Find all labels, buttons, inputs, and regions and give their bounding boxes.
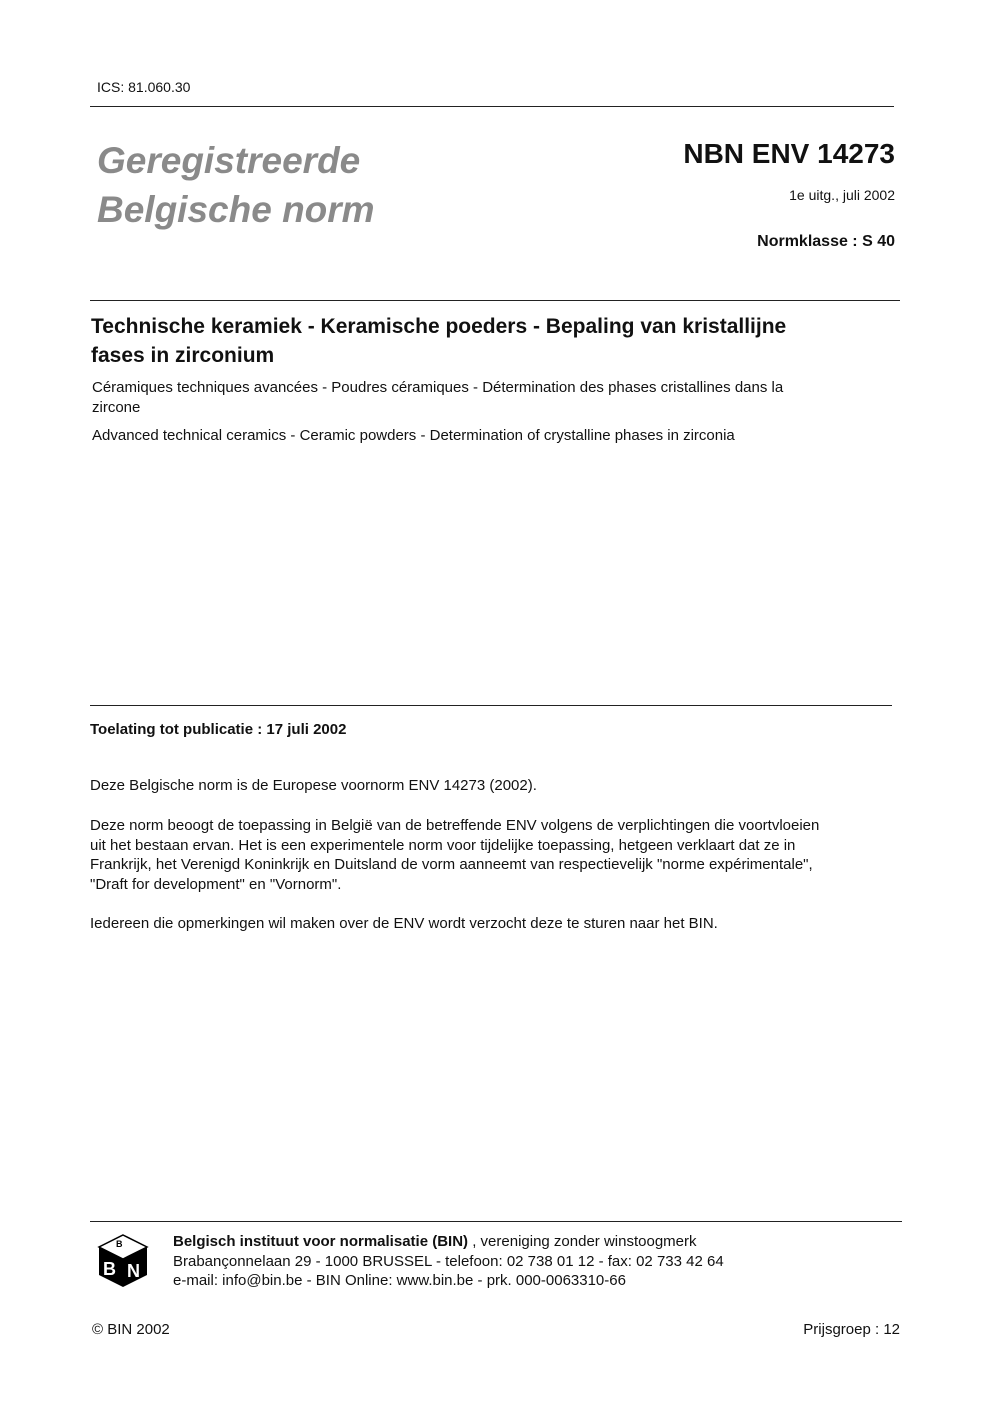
paragraph-purpose-line: "Draft for development" en "Vornorm". <box>90 875 342 893</box>
title-dutch <box>91 312 891 370</box>
title-english: Advanced technical ceramics - Ceramic powders - Determination of crystalline phases in zirconia <box>92 427 735 444</box>
norm-class: Normklasse : S 40 <box>757 233 895 250</box>
institute-contact: e-mail: info@bin.be - BIN Online: www.bin.be - prk. 000-0063310-66 <box>173 1272 626 1289</box>
top-divider <box>90 106 894 107</box>
document-type-title-line2: Belgische norm <box>97 189 375 230</box>
publication-approval: Toelating tot publicatie : 17 juli 2002 <box>90 721 347 738</box>
document-type-title <box>97 136 375 234</box>
title-french-line1: Céramiques techniques avancées - Poudres céramiques - Détermination des phases cristallines dans la <box>92 379 784 396</box>
institute-name: Belgisch instituut voor normalisatie (BIN) <box>173 1233 469 1250</box>
paragraph-purpose <box>90 816 902 894</box>
svg-text:B: B <box>116 1239 123 1249</box>
body-divider <box>90 705 892 706</box>
copyright: © BIN 2002 <box>92 1321 170 1338</box>
svg-text:B: B <box>103 1259 116 1279</box>
document-type-title-line1: Geregistreerde <box>97 140 361 181</box>
paragraph-purpose-line: uit het bestaan ervan. Het is een experimentele norm voor tijdelijke toepassing, hetgeen verklaart dat ze in <box>90 836 796 854</box>
institute-name-line <box>173 1232 724 1252</box>
title-french-line2: zircone <box>92 399 141 416</box>
paragraph-purpose-line: Frankrijk, het Verenigd Koninkrijk en Duitsland de vorm aanneemt van respectievelijk "norme expérimentale", <box>90 856 813 873</box>
paragraph-comments: Iedereen die opmerkingen wil maken over de ENV wordt verzocht deze te sturen naar het BIN. <box>90 915 718 932</box>
title-french <box>92 378 892 418</box>
institute-address: Brabançonnelaan 29 - 1000 BRUSSEL - telefoon: 02 738 01 12 - fax: 02 733 42 64 <box>173 1252 724 1270</box>
footer-divider <box>90 1221 902 1222</box>
institute-suffix: , vereniging zonder winstoogmerk <box>468 1233 697 1250</box>
bin-logo-icon <box>97 1233 149 1289</box>
institute-info <box>173 1232 724 1291</box>
ics-code: ICS: 81.060.30 <box>97 79 191 95</box>
title-dutch-line1: Technische keramiek - Keramische poeders - Bepaling van kristallijne <box>91 315 787 338</box>
svg-text:N: N <box>127 1261 140 1281</box>
paragraph-purpose-line: Deze norm beoogt de toepassing in België van de betreffende ENV volgens de verplichtingen die voortvloeien <box>90 817 820 834</box>
paragraph-intro: Deze Belgische norm is de Europese voornorm ENV 14273 (2002). <box>90 777 537 794</box>
edition-info: 1e uitg., juli 2002 <box>789 187 895 203</box>
title-divider <box>90 300 900 301</box>
title-dutch-line2: fases in zirconium <box>91 344 275 367</box>
standard-number: NBN ENV 14273 <box>683 138 895 169</box>
price-group: Prijsgroep : 12 <box>803 1321 900 1338</box>
